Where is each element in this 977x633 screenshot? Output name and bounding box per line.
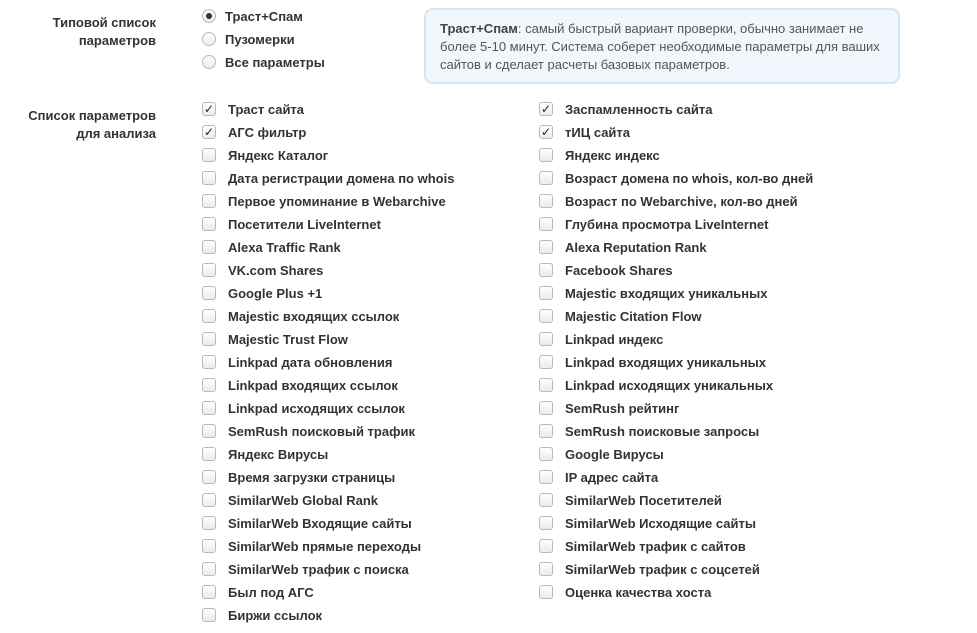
param-label: Linkpad исходящих уникальных	[565, 377, 774, 393]
param-option-right[interactable]	[539, 352, 766, 372]
param-option-left[interactable]	[202, 375, 398, 395]
param-checkbox[interactable]	[202, 217, 216, 231]
param-option-right[interactable]	[539, 421, 759, 441]
param-option-left[interactable]	[202, 467, 395, 487]
param-option-left[interactable]	[202, 191, 446, 211]
param-checkbox[interactable]	[539, 309, 553, 323]
info-title: Траст+Спам	[440, 21, 518, 36]
param-label: Посетители LiveInternet	[228, 216, 381, 232]
param-checkbox[interactable]	[202, 332, 216, 346]
param-option-left[interactable]	[202, 260, 323, 280]
param-checkbox[interactable]	[202, 263, 216, 277]
param-label: SimilarWeb Исходящие сайты	[565, 515, 756, 531]
info-text: : самый быстрый вариант проверки, обычно занимает не более 5-10 минут. Система соберет необходимые параметры для ваших сайтов и сделает расчеты базовых параметров.	[440, 21, 880, 72]
param-label: SemRush поисковые запросы	[565, 423, 760, 439]
param-checkbox[interactable]	[202, 493, 216, 507]
param-label: SimilarWeb Global Rank	[228, 492, 379, 508]
param-label: Majestic входящих уникальных	[565, 285, 768, 301]
param-label: Оценка качества хоста	[565, 584, 712, 600]
radio-button[interactable]	[202, 55, 216, 69]
param-checkbox[interactable]	[539, 194, 553, 208]
param-option-right[interactable]	[539, 145, 660, 165]
param-label: SimilarWeb Посетителей	[565, 492, 722, 508]
param-checkbox[interactable]	[202, 470, 216, 484]
preset-label-line-2: параметров	[78, 33, 156, 48]
param-option-left[interactable]	[202, 582, 314, 602]
param-option-right[interactable]	[539, 582, 711, 602]
param-checkbox[interactable]	[539, 286, 553, 300]
param-label: Яндекс индекс	[565, 147, 660, 163]
param-label: SemRush рейтинг	[565, 400, 680, 416]
param-option-left[interactable]	[202, 513, 412, 533]
param-option-left[interactable]	[202, 168, 454, 188]
param-label: Linkpad дата обновления	[228, 354, 393, 370]
param-option-left[interactable]	[202, 605, 322, 625]
param-checkbox[interactable]	[539, 332, 553, 346]
radio-button[interactable]	[202, 32, 216, 46]
param-option-left[interactable]	[202, 490, 378, 510]
param-option-left[interactable]	[202, 352, 392, 372]
param-option-left[interactable]	[202, 444, 328, 464]
param-checkbox[interactable]	[539, 516, 553, 530]
param-checkbox[interactable]	[202, 194, 216, 208]
param-label: Время загрузки страницы	[228, 469, 396, 485]
param-checkbox[interactable]	[202, 148, 216, 162]
param-option-left[interactable]	[202, 99, 304, 119]
param-checkbox[interactable]: ✓	[203, 125, 215, 139]
param-checkbox[interactable]	[202, 424, 216, 438]
preset-option-metrics[interactable]	[202, 29, 295, 49]
param-checkbox[interactable]	[539, 562, 553, 576]
param-label: SimilarWeb прямые переходы	[228, 538, 422, 554]
param-option-left[interactable]	[202, 145, 328, 165]
preset-option-label: Все параметры	[225, 54, 325, 70]
param-label: Первое упоминание в Webarchive	[228, 193, 446, 209]
param-label: Был под АГС	[228, 584, 314, 600]
param-option-left[interactable]	[202, 559, 409, 579]
param-checkbox[interactable]	[539, 263, 553, 277]
param-checkbox[interactable]	[202, 539, 216, 553]
param-option-right[interactable]	[539, 283, 767, 303]
param-option-right[interactable]	[539, 490, 722, 510]
param-label: Alexa Traffic Rank	[228, 239, 341, 255]
preset-label-line-1: Типовой список	[52, 15, 156, 30]
param-option-right[interactable]	[539, 559, 760, 579]
param-checkbox[interactable]	[539, 148, 553, 162]
param-label: Траст сайта	[228, 101, 305, 117]
param-checkbox[interactable]	[202, 401, 216, 415]
param-option-right[interactable]	[539, 536, 746, 556]
preset-info-box	[424, 8, 900, 84]
param-label: IP адрес сайта	[565, 469, 659, 485]
param-label: Majestic Trust Flow	[228, 331, 348, 347]
param-checkbox[interactable]	[202, 585, 216, 599]
param-label: Глубина просмотра LiveInternet	[565, 216, 769, 232]
param-label: Заспамленность сайта	[565, 101, 713, 117]
param-option-right[interactable]	[539, 398, 679, 418]
param-label: SimilarWeb Входящие сайты	[228, 515, 412, 531]
param-option-left[interactable]	[202, 237, 341, 257]
param-label: Google Plus +1	[228, 285, 323, 301]
param-option-left[interactable]	[202, 283, 322, 303]
preset-option-label: Пузомерки	[225, 31, 295, 47]
param-label: Linkpad входящих ссылок	[228, 377, 398, 393]
param-label: Яндекс Вирусы	[228, 446, 329, 462]
param-label: Google Вирусы	[565, 446, 664, 462]
param-option-right[interactable]	[539, 191, 798, 211]
param-option-right[interactable]	[539, 513, 756, 533]
param-label: Linkpad индекс	[565, 331, 664, 347]
param-checkbox[interactable]	[539, 378, 553, 392]
param-option-right[interactable]	[539, 260, 673, 280]
radio-button[interactable]	[202, 9, 216, 23]
params-label-line-2: для анализа	[76, 126, 156, 141]
param-option-right[interactable]	[539, 214, 768, 234]
param-option-left[interactable]	[202, 122, 306, 142]
param-option-right[interactable]	[539, 306, 702, 326]
param-label: Alexa Reputation Rank	[565, 239, 707, 255]
param-checkbox[interactable]	[539, 539, 553, 553]
param-checkbox[interactable]: ✓	[203, 102, 215, 116]
param-label: SimilarWeb трафик с поиска	[228, 561, 409, 577]
param-option-right[interactable]	[539, 99, 713, 119]
param-option-right[interactable]	[539, 237, 707, 257]
param-label: Linkpad исходящих ссылок	[228, 400, 405, 416]
param-checkbox[interactable]: ✓	[540, 125, 552, 139]
param-checkbox[interactable]	[539, 470, 553, 484]
param-checkbox[interactable]	[539, 401, 553, 415]
param-option-right[interactable]	[539, 375, 773, 395]
param-label: Facebook Shares	[565, 262, 673, 278]
param-checkbox[interactable]	[539, 240, 553, 254]
param-checkbox[interactable]: ✓	[540, 102, 552, 116]
param-checkbox[interactable]	[539, 217, 553, 231]
params-list-label	[0, 107, 156, 143]
param-checkbox[interactable]	[539, 447, 553, 461]
param-checkbox[interactable]	[539, 424, 553, 438]
param-label: АГС фильтр	[228, 124, 307, 140]
param-label: Дата регистрации домена по whois	[228, 170, 455, 186]
param-checkbox[interactable]	[202, 355, 216, 369]
preset-option-label: Траст+Спам	[225, 8, 303, 24]
param-option-right[interactable]	[539, 444, 664, 464]
param-checkbox[interactable]	[202, 378, 216, 392]
param-label: SemRush поисковый трафик	[228, 423, 415, 439]
preset-option-all[interactable]	[202, 52, 325, 72]
param-option-left[interactable]	[202, 536, 421, 556]
param-label: Majestic Citation Flow	[565, 308, 702, 324]
param-label: Majestic входящих ссылок	[228, 308, 400, 324]
param-checkbox[interactable]	[202, 447, 216, 461]
param-option-left[interactable]	[202, 329, 348, 349]
param-option-right[interactable]	[539, 329, 663, 349]
param-label: тИЦ сайта	[565, 124, 631, 140]
param-label: Linkpad входящих уникальных	[565, 354, 766, 370]
param-checkbox[interactable]	[539, 171, 553, 185]
param-checkbox[interactable]	[202, 240, 216, 254]
param-option-left[interactable]	[202, 214, 381, 234]
param-option-right[interactable]	[539, 122, 630, 142]
param-option-right[interactable]	[539, 168, 813, 188]
preset-option-trust-spam[interactable]	[202, 6, 303, 26]
param-checkbox[interactable]	[202, 562, 216, 576]
param-option-right[interactable]	[539, 467, 658, 487]
param-checkbox[interactable]	[202, 608, 216, 622]
param-label: Возраст домена по whois, кол-во дней	[565, 170, 814, 186]
param-checkbox[interactable]	[202, 171, 216, 185]
param-checkbox[interactable]	[202, 516, 216, 530]
param-option-left[interactable]	[202, 306, 399, 326]
param-checkbox[interactable]	[539, 355, 553, 369]
param-checkbox[interactable]	[202, 309, 216, 323]
param-checkbox[interactable]	[202, 286, 216, 300]
param-label: SimilarWeb трафик с соцсетей	[565, 561, 760, 577]
param-label: Биржи ссылок	[228, 607, 323, 623]
param-label: VK.com Shares	[228, 262, 324, 278]
param-label: Возраст по Webarchive, кол-во дней	[565, 193, 798, 209]
param-label: SimilarWeb трафик с сайтов	[565, 538, 746, 554]
param-option-left[interactable]	[202, 421, 415, 441]
param-label: Яндекс Каталог	[228, 147, 329, 163]
preset-list-label	[0, 14, 156, 50]
param-checkbox[interactable]	[539, 493, 553, 507]
param-option-left[interactable]	[202, 398, 405, 418]
param-checkbox[interactable]	[539, 585, 553, 599]
params-label-line-1: Список параметров	[28, 108, 156, 123]
